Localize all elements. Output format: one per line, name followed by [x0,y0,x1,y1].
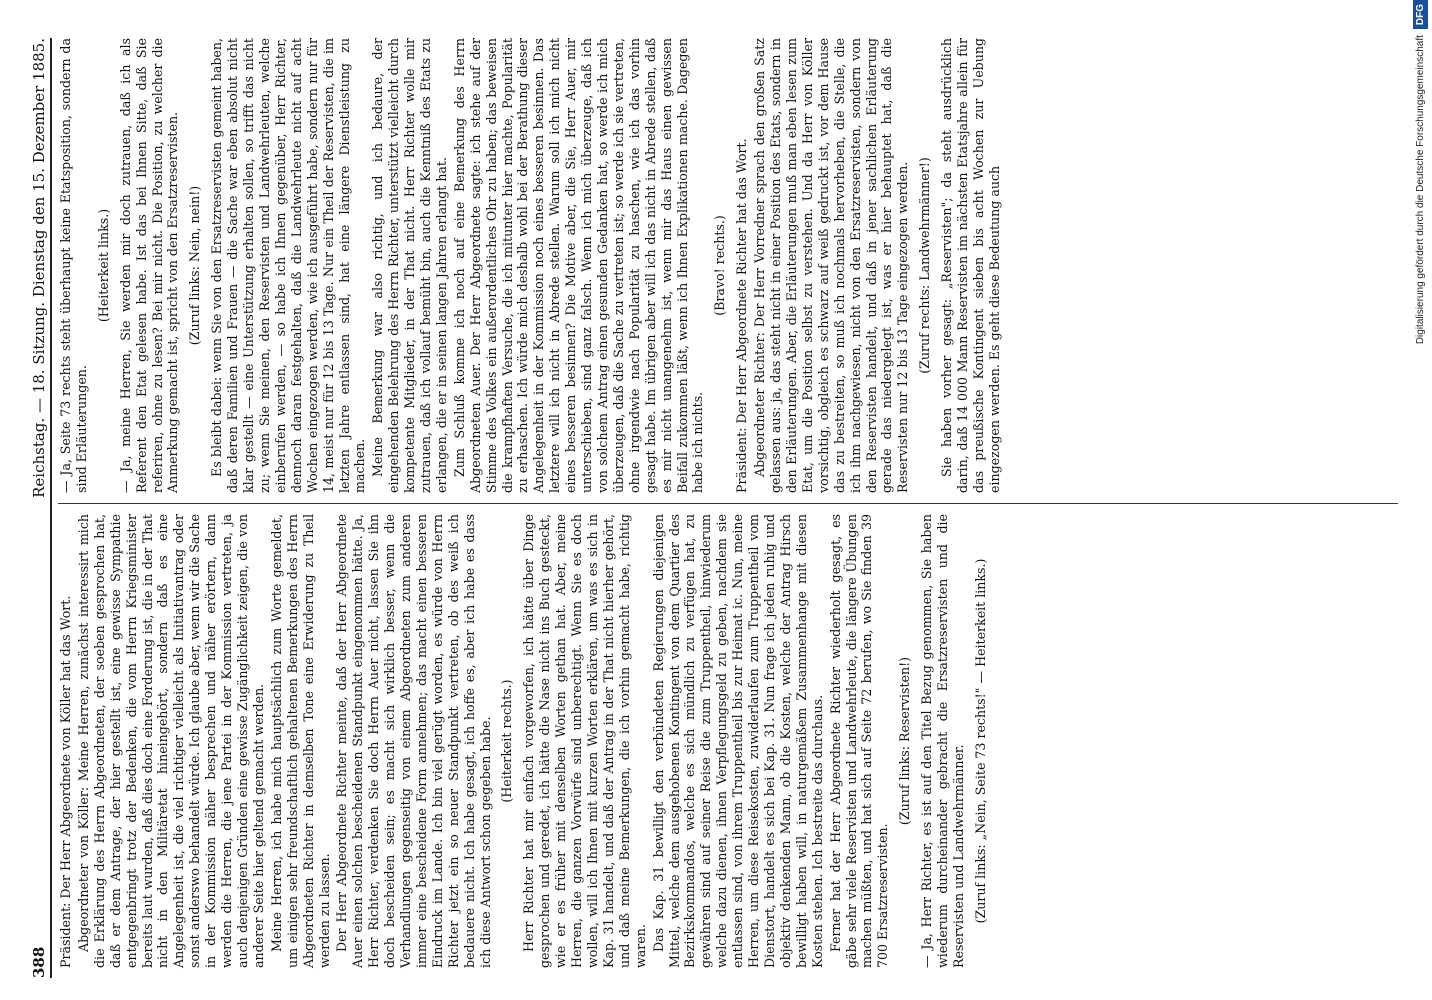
dfg-logo: DFG [1413,0,1428,29]
paragraph: (Zuruf links: Nein, nein!) [187,185,203,346]
paragraph: (Zuruf rechts: Landwehrmänner!) [917,157,933,374]
paragraph: Abgeordneter von Köller: Meine Herren, zunächst interessirt mich die Erklärung des Herrn Abgeordneten, der soeben gesprochen hat, daß er dem Antrage, der hier gestellt ist, eine gewisse Sympathie entgegenbringt trotz der Bedenken, die vom Herrn Kriegsminister bereits laut wurden, daß dies doch eine Forderung ist, die in der That nicht in den Militäretat hineingehört, sondern daß es eine Angelegenheit ist, die viel richtiger vielleicht als Initiativantrag oder sonst anderswo behandelt würde. Ich glaube aber, wenn wir die Sache in der Kommission näher besprechen und näher erörtern, dann werden die Herren, die jene Partei in der Kommission vertreten, ja auch denjenigen Gründen eine gewisse Zugänglichkeit zeigen, die von anderer Seite hier geltend gemacht werden. [75,514,266,968]
running-title: Reichstag. — 18. Sitzung. Dienstag den 15. Dezember 1885. [30,38,48,498]
paragraph: Präsident: Der Herr Abgeordnete von Köller hat das Wort. [58,595,73,968]
paragraph: Abgeordneter Richter: Der Herr Vorredner sprach den großen Satz gelassen aus: ja, das steht nicht in einer Position des Etats, sondern in den Erläuterungen. Aber, die Erläuterungen muß man eben lesen zum Etat, um die Position selbst zu verstehen. Und da Herr von Köller vorsichtig, obgleich es schwarz auf weiß gedruckt ist, vor dem Hause das zu bestreiten, so muß ich nochmals hervorheben, die Stelle, die ich ihm nachgewiesen, nicht von den Ersatzreservisten, sondern von den Reservisten handelt, und daß in jener sachlichen Erläuterung gerade das niedergelegt ist, was er hier behauptet hat, daß die Reservisten nur 12 bis 13 Tage eingezogen werden. [752,38,911,493]
page-header [22,38,52,978]
paragraph: Das Kap. 31 bewilligt den verbündeten Regierungen diejenigen Mittel, welche dem ausgehobenen Kontingent von dem Quartier des Bezirkskommandos, welche es sich mündlich zu verfügen hat, zu gewähren sind auf seiner Reise die zum Truppentheil, hinwiederum welche dazu dienen, ihnen Verpflegungsgeld zu geben, nachdem sie entlassen sind, von ihrem Truppentheil bis zur Heimat ic. Nun, meine Herren, um diese Reisekosten, zuwiderlaufen zum Truppentheil vom Dienstort, handelt es sich bei Kap. 31. Nun frage ich jeden ruhig und objektiv denkenden Mann, ob die Kosten, welche der Antrag Hirsch bewilligt haben will, in naturgemäßem Zusammenhange mit diesen Kosten stehen. Ich bestreite das durchaus. [650,514,825,968]
paragraph: (Heiterkeit rechts.) [499,679,515,803]
paragraph: Der Herr Abgeordnete Richter meinte, daß der Herr Abgeordnete Auer einen solchen bescheidenen Standpunkt eingenommen hätte. Ja, Herr Richter, verdenken Sie doch Herrn Auer nicht, lassen Sie ihn doch bescheiden sein; es macht sich wirklich besser, wenn die Verhandlungen gegenseitig von einem Abgeordneten zum anderen immer eine bescheidene Form annehmen; das macht einen besseren Eindruck im Lande. Ich bin viel gerügt worden, es würde von Herrn Richter jetzt ein so neuer Standpunkt vertreten, ob des weiß ich bedauere nicht. Ich habe gesagt, ich hoffe es, aber ich habe es dass ich diese Antwort schon gegeben habe. [334,514,493,968]
paragraph: Präsident: Der Herr Abgeordnete Richter hat das Wort. [734,138,750,493]
dfg-credit: Digitalisierung gefördert durch die Deutsche Forschungsgemeinschaft [1414,35,1426,345]
right-column [58,28,1398,503]
paragraph: Ferner hat der Herr Abgeordnete Richter wiederholt gesagt, es gäbe sehr viele Reservisten und Landwehrleute, die längere Übungen machen müßten, und hat sich auf Seite 72 berufen, wo Sie finden 39 700 Ersatzreservisten. [827,514,891,968]
paragraph: — Ja, Herr Richter, es ist auf den Titel Bezug genommen, Sie haben wiederum durcheinander gebracht die Ersatzreservisten und die Reservisten und Landwehrmänner. [919,514,966,968]
dfg-sidebar [1408,0,1432,1000]
paragraph: — Ja, meine Herren, Sie werden mir doch zutrauen, daß ich als Referent den Etat gelesen habe. Ist das bei Ihnen Sitte, daß Sie referiren, ohne zu lesen? Bei mir nicht. Die Position, zu welcher die Anmerkung gemacht ist, spricht von den Ersatzreservisten. [117,38,181,493]
paragraph: Meine Herren, ich habe mich hauptsächlich zum Worte gemeldet, um einigen sehr freundschaftlich gehaltenen Bemerkungen des Herrn Abgeordneten Richter in demselben Tone eine Erwiderung zu Theil werden zu lassen. [268,514,332,968]
paragraph: Meine Bemerkung war also richtig, und ich bedaure, der eingehenden Belehrung des Herrn Richter, unterstützt vielleicht durch kompetente Mitglieder, in der That nicht. Herr Richter wolle mir zutrauen, daß ich vollauf bemüht bin, auch die Kenntniß des Etats zu erlangen, die er in seinen langen Jahren erlangt hat. [370,38,449,493]
paragraph: (Heiterkeit links.) [95,208,111,323]
text-columns [58,28,1398,978]
page-number: 388 [30,946,48,978]
left-column [58,503,1398,978]
paragraph: (Zuruf links: Reservisten!) [897,656,913,826]
paragraph: (Zuruf links: „Nein, Seite 73 rechts!" — Heiterkeit links.) [972,558,988,924]
paragraph: — Ja, Seite 73 rechts steht überhaupt keine Etatsposition, sondern da sind Erläuterungen. [58,38,89,493]
paragraph: Sie haben vorher gesagt: „Reservisten"; da steht ausdrücklich darin, daß 14 000 Mann Reservisten im nächsten Etatsjahre allein für das preußische Kontingent sieben bis acht Wochen zur Uebung eingezogen werden. Es geht diese Bedeutung auch [939,38,1002,493]
paragraph: Herr Richter hat mir einfach vorgeworfen, ich hätte über Dinge gesprochen und geredet, ich hätte die Nase nicht ins Buch gesteckt, wie er es früher mit denselben Worten gethan hat. Aber, meine Herren, die ganzen Vorwürfe sind unberechtigt. Wenn Sie es doch wollen, will ich Ihnen mit kurzen Worten erklären, um was es sich in Kap. 31 handelt, und daß der Antrag in der That nicht hierher gehört, und daß meine Bemerkungen, die ich vorhin gemacht habe, richtig waren. [521,514,648,968]
paragraph: (Bravo! rechts.) [712,215,728,316]
paragraph: Zum Schluß komme ich noch auf eine Bemerkung des Herrn Abgeordneten Auer. Der Herr Abgeordnete sagte: ich stehe auf der Stimme des Volkes ein außerordentliches Ohr zu haben; das beweisen die krampfhaften Versuche, die ich mitunter hier machte, Popularität zu erhaschen. Ich würde mich deshalb wohl bei der Berathung dieser Angelegenheit in der Kommission noch eines besseren besinnen. Das letztere will ich nicht in Abrede stellen. Warum soll ich mich nicht eines besseren besinnen? Die Motive aber, die Sie, Herr Auer, mir unterschieben, sind ganz falsch. Wenn ich mich überzeuge, daß ich von solchem Antrag einen gesunden Gedanken hat, so werde ich mich überzeugen, daß die Sache zu vertreten ist; so werde ich sie vertreten, ohne irgendwie nach Popularität zu haschen, wie ich das vorhin gesagt habe. Im übrigen aber will ich das nicht in Abrede stellen, daß es mir nicht unangenehm ist, wenn mir das Haus einen gewissen Beifall zukommen läßt, wenn ich Ihnen Explikationen mache. Dagegen habe ich nichts. [451,38,706,493]
paragraph: Es bleibt dabei: wenn Sie von den Ersatzreservisten gemeint haben, daß deren Familien und Frauen — die Sache war eben absolut nicht klar gestellt — eine Unterstützung erhalten sollen, so trifft das nicht zu; wenn Sie meinen, den Reservisten und Landwehrleuten, welche einberufen werden, — so habe ich Ihnen gegenüber, Herr Richter, dennoch daran festgehalten, daß die Landwehrleute nicht auf acht Wochen eingezogen werden, wie ich ausgeführt habe, sondern nur für 14, meist nur für 12 bis 13 Tage. Nur ein Theil der Reservisten, die im letzten Jahre entlassen sind, hat eine längere Dienstleistung zu machen. [209,38,368,493]
